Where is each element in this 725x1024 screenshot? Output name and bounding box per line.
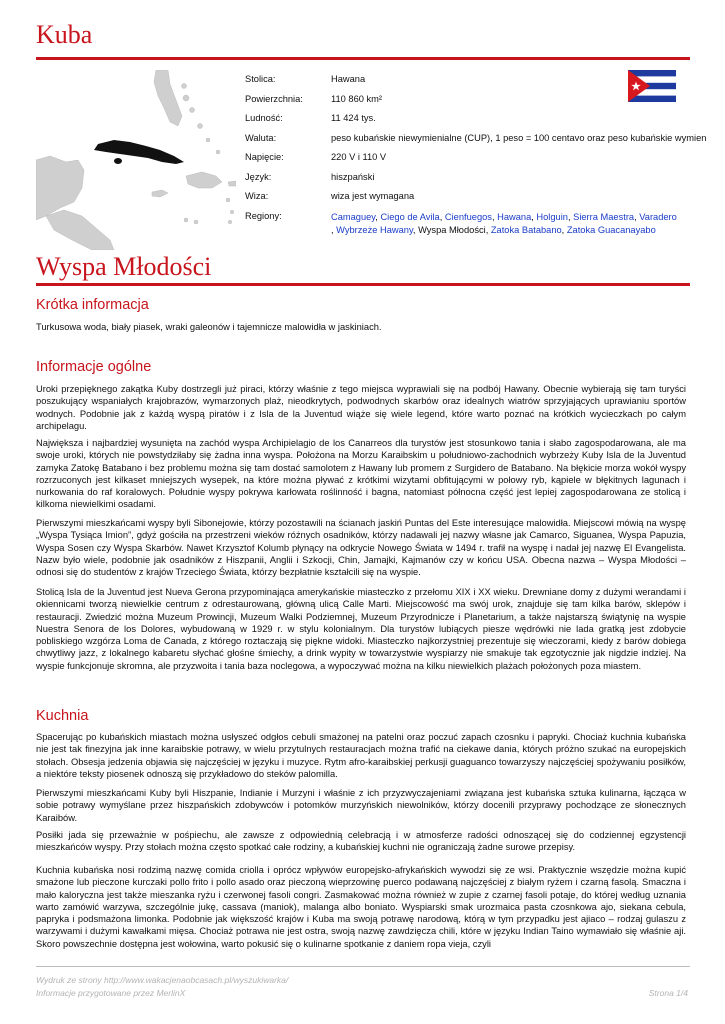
region-link-camaguey[interactable]: Camaguey: [331, 211, 376, 222]
kitchen-paragraph-4: Kuchnia kubańska nosi rodzimą nazwę comida criolla i oprócz wpływów europejsko-afrykańskich wywodzi się ze wsi. Praktycznie wszędzie można kupić smażone lub pieczone kurczaki pollo frito i pollo asado oraz pieczoną wieprzowinę puerco podawaną najczęściej z białym ryżem i czarną fasolą. Smaczna i mało kaloryczna jest także mieszanka ryżu i czerwonej fasoli congri. Zasmakować można również w zupie z czarnej fasoli potaje, do której według uznania warto zamówić warzywa, szczególnie jukę, cassava (maniok), malanga albo boniato. Wyspiarski smak urozmaica pasta czosnkowa ajo, siekana cebula, papryka i podsmażona limonka. Podobnie jak większość krajów i Kuba ma swoją potrawę narodową, którą w tym przypadku jest ajiaco – rodzaj gulaszu z warzywami i dużymi kawałkami mięsa. Chociaż potrawa nie jest ostra, swoją nazwę zawdzięcza chili, które w języku Indian Taino wymawiało się właśnie aji. Skoro powszechnie dostępna jest wołowina, warto pokusić się o kulinarne spotkanie z daniem ropa vieja, czyli: [36, 865, 686, 949]
footer-source: Wydruk ze strony http://www.wakacjenaobcasach.pl/wyszukiwarka/: [36, 975, 289, 985]
population-label: Ludność:: [245, 113, 283, 123]
capital-label: Stolica:: [245, 74, 276, 84]
region-link-varadero[interactable]: Varadero: [639, 211, 677, 222]
region-link-cienfuegos[interactable]: Cienfuegos: [444, 211, 492, 222]
kitchen-paragraph-2: Pierwszymi mieszkańcami Kuby byli Hiszpanie, Indianie i Murzyni i właśnie z ich przyzwyczajeniami związana jest kubańska sztuka kulinarna, łącząca w sobie potrawy wymyślane przez hiszpańskich zdobywców i potomków murzyńskich niewolników, którzy docenili przyprawy pochodzące ze słonecznych Karaibów.: [36, 788, 686, 823]
region-link-zatoka-guacanayabo[interactable]: Zatoka Guacanayabo: [566, 224, 656, 235]
short-info-text: Turkusowa woda, biały piasek, wraki galeonów i tajemnicze malowidła w jaskiniach.: [36, 322, 382, 332]
footer-divider: [36, 966, 690, 967]
regions-list: Camaguey, Ciego de Avila, Cienfuegos, Hawana, Holguin, Sierra Maestra, Varadero , Wybrzeże Hawany, Wyspa Młodości, Zatoka Batabano, Zatoka Guacanayabo: [331, 211, 677, 235]
kitchen-paragraph-1: Spacerując po kubańskich miastach można usłyszeć odgłos cebuli smażonej na patelni oraz poczuć zapach czosnku i papryki. Chociaż kuchnia kubańska nie jest tak finezyjna jak inne karaibskie potrawy, w wielu przytulnych restauracjach można trafić na ciekawe dania, których próżno szukać na europejskich stołach. Obsesja jedzenia objawia się najczęściej w języku i muzyce. Rytm afro-karaibskiej perkusji guaguanco towarzyszy najczęściej spożywaniu posiłków, a niektóre teksty piosenek odnoszą się przykładowo do steków palomilla.: [36, 732, 686, 779]
general-paragraph-3: Pierwszymi mieszkańcami wyspy byli Sibonejowie, którzy pozostawili na ścianach jaskiń Puntas del Este interesujące malowidła. Miejscowi mówią na wyspę „Wyspa Tysiąca Imion”, gdyż gościła na przestrzeni wieków różnych osadników, którzy nadawali jej nazwy własne jak Camarco, Siguanea, Wyspa Papuzia, Wyspa Sosen czy Wyspa Skarbów. Nawet Krzysztof Kolumb płynący na odkrycie Nowego Świata w 1494 r. trafił na wyspę i nadał jej nazwę El Evangelista. Nazw było wiele, podobnie jak osadników z Hiszpanii, Anglii i Szkocji, Chin, Jamajki, Kajmanów czy w końcu USA. Obecna nazwa – Wyspa Młodości – odnosi się do studentów z krajów Trzeciego Świata, którzy bezpłatnie kształcili się na wyspie.: [36, 518, 686, 577]
language-label: Język:: [245, 171, 272, 182]
region-link-hawana[interactable]: Hawana: [497, 211, 532, 222]
currency-label: Waluta:: [245, 132, 277, 143]
language-value: hiszpański: [331, 171, 375, 182]
area-value: 110 860 km²: [331, 93, 382, 104]
place-title: Wyspa Młodości: [36, 252, 212, 281]
region-link-zatoka-batabano[interactable]: Zatoka Batabano: [490, 224, 562, 235]
visa-value: wiza jest wymagana: [331, 191, 415, 201]
country-title: Kuba: [36, 20, 93, 49]
region-link-wybrzeze-hawany[interactable]: Wybrzeże Hawany: [336, 224, 413, 235]
cuba-locator-map: [36, 70, 236, 250]
region-link-sierra-maestra[interactable]: Sierra Maestra: [573, 211, 635, 222]
voltage-label: Napięcie:: [245, 152, 284, 162]
general-paragraph-2: Największa i najbardziej wysunięta na zachód wyspa Archipielagio de los Canarreos dla turystów jest stosunkowo tania i słabo zagospodarowana, ale ma swoje uroki, których nie powstydziłaby się żadna inna wyspa. Położona na Morzu Karaibskim u południowo-zachodnich wybrzeży Kuby Isla de la Juventud zamyka Zatokę Batabano i bez problemu można się tam dostać samolotem z Hawany lub promem z Surgidero de Batabano. Na błękicie morza wokół wyspy rozrzuconych jest kilkaset mniejszych wysepek, na które można pływać z krótkimi wizytami obfitującymi w połowy ryb, kąpiele w błękitnych lagunach i nurkowania do raf koralowych. Południe wyspy pokrywa karłowata roślinność i bagna, natomiast północna część jest lepiej zagospodarowana ze stolicą i kilkoma niewielkimi osadami.: [36, 438, 686, 510]
cuba-flag: [628, 70, 676, 102]
place-title-divider: [36, 283, 690, 286]
region-current: Wyspa Młodości: [418, 224, 486, 235]
visa-label: Wiza:: [245, 191, 269, 201]
regions-label: Regiony:: [245, 210, 282, 221]
short-info-heading: Krótka informacja: [36, 297, 149, 313]
general-paragraph-1: Uroki przepięknego zakątka Kuby dostrzegli już piraci, którzy właśnie z tego miejsca wyprawiali się na podbój Hawany. Obecnie wybierają się tam turyści poszukujący wspaniałych krajobrazów, wymarzonych plaż, nieodkrytych, podwodnych skarbów oraz idealnych wiatrów sprzyjających uprawianiu sportów wodnych. Podobnie jak z każdą wyspą piratów i z Isla de la Juventud wiąże się wiele legend, które warto poznać na krótkich wycieczkach po całym archipelagu.: [36, 384, 686, 431]
kitchen-heading: Kuchnia: [36, 708, 89, 724]
footer-page-number: Strona 1/4: [648, 988, 688, 998]
region-link-ciego-de-avila[interactable]: Ciego de Avila: [380, 211, 440, 222]
general-paragraph-4: Stolicą Isla de la Juventud jest Nueva Gerona przypominająca amerykańskie miasteczko z przełomu XIX i XX wieku. Drewniane domy z dużymi werandami i okiennicami tworzą niewielkie centrum z odrestaurowaną, główną ulicą Calle Marti. Miejscowość ma swój urok, znajduje się tam kilka barów, sklepów i restauracji. Zwiedzić można Muzeum Prowincji, Muzeum Walki Podziemnej, Muzeum Przyrodnicze i Planetarium, a także najstarszą świątynię na wyspie Nuestra Senora de los Dolores, wybudowaną w 1929 r. w stylu kolonialnym. Dla turystów lubiących piesze wędrówki nie lada gratką jest zdobycie pobliskiego wzgórza Loma de Canada, z którego roztaczają się piękne widoki. Miasteczko najkorzystniej prezentuje się wieczorami, kiedy z barów dobiega chwytliwy jazz, z lokalnego kabaretu słychać głośne śmiechy, a drink wypity w towarzystwie wyspiarzy nie smakuje tak egzotycznie jak nigdzie indziej. Na wyspie funkcjonuje skromna, ale przyzwoita i tania baza noclegowa, a wypoczywać można na kilku niewielkich plażach położonych poza miastem.: [36, 587, 686, 671]
general-info-heading: Informacje ogólne: [36, 359, 152, 375]
currency-value: peso kubańskie niewymienialne (CUP), 1 peso = 100 centavo oraz peso kubańskie wymien: [331, 132, 707, 143]
voltage-value: 220 V i 110 V: [331, 152, 387, 162]
title-divider: [36, 57, 690, 60]
region-link-holguin[interactable]: Holguin: [536, 211, 568, 222]
area-label: Powierzchnia:: [245, 93, 303, 104]
population-value: 11 424 tys.: [331, 113, 376, 123]
capital-value: Hawana: [331, 74, 366, 84]
footer-credit: Informacje przygotowane przez MerlinX: [36, 988, 186, 998]
kitchen-paragraph-3: Posiłki jada się przeważnie w pośpiechu, ale zawsze z odpowiednią celebracją i w atmosferze radości odnoszącej się do codziennej egzystencji mieszkańców wyspy. Przy stołach można często spotkać całe rodziny, a kubańskiej kuchni nie ograniczają żadne surowe przepisy.: [36, 830, 686, 853]
